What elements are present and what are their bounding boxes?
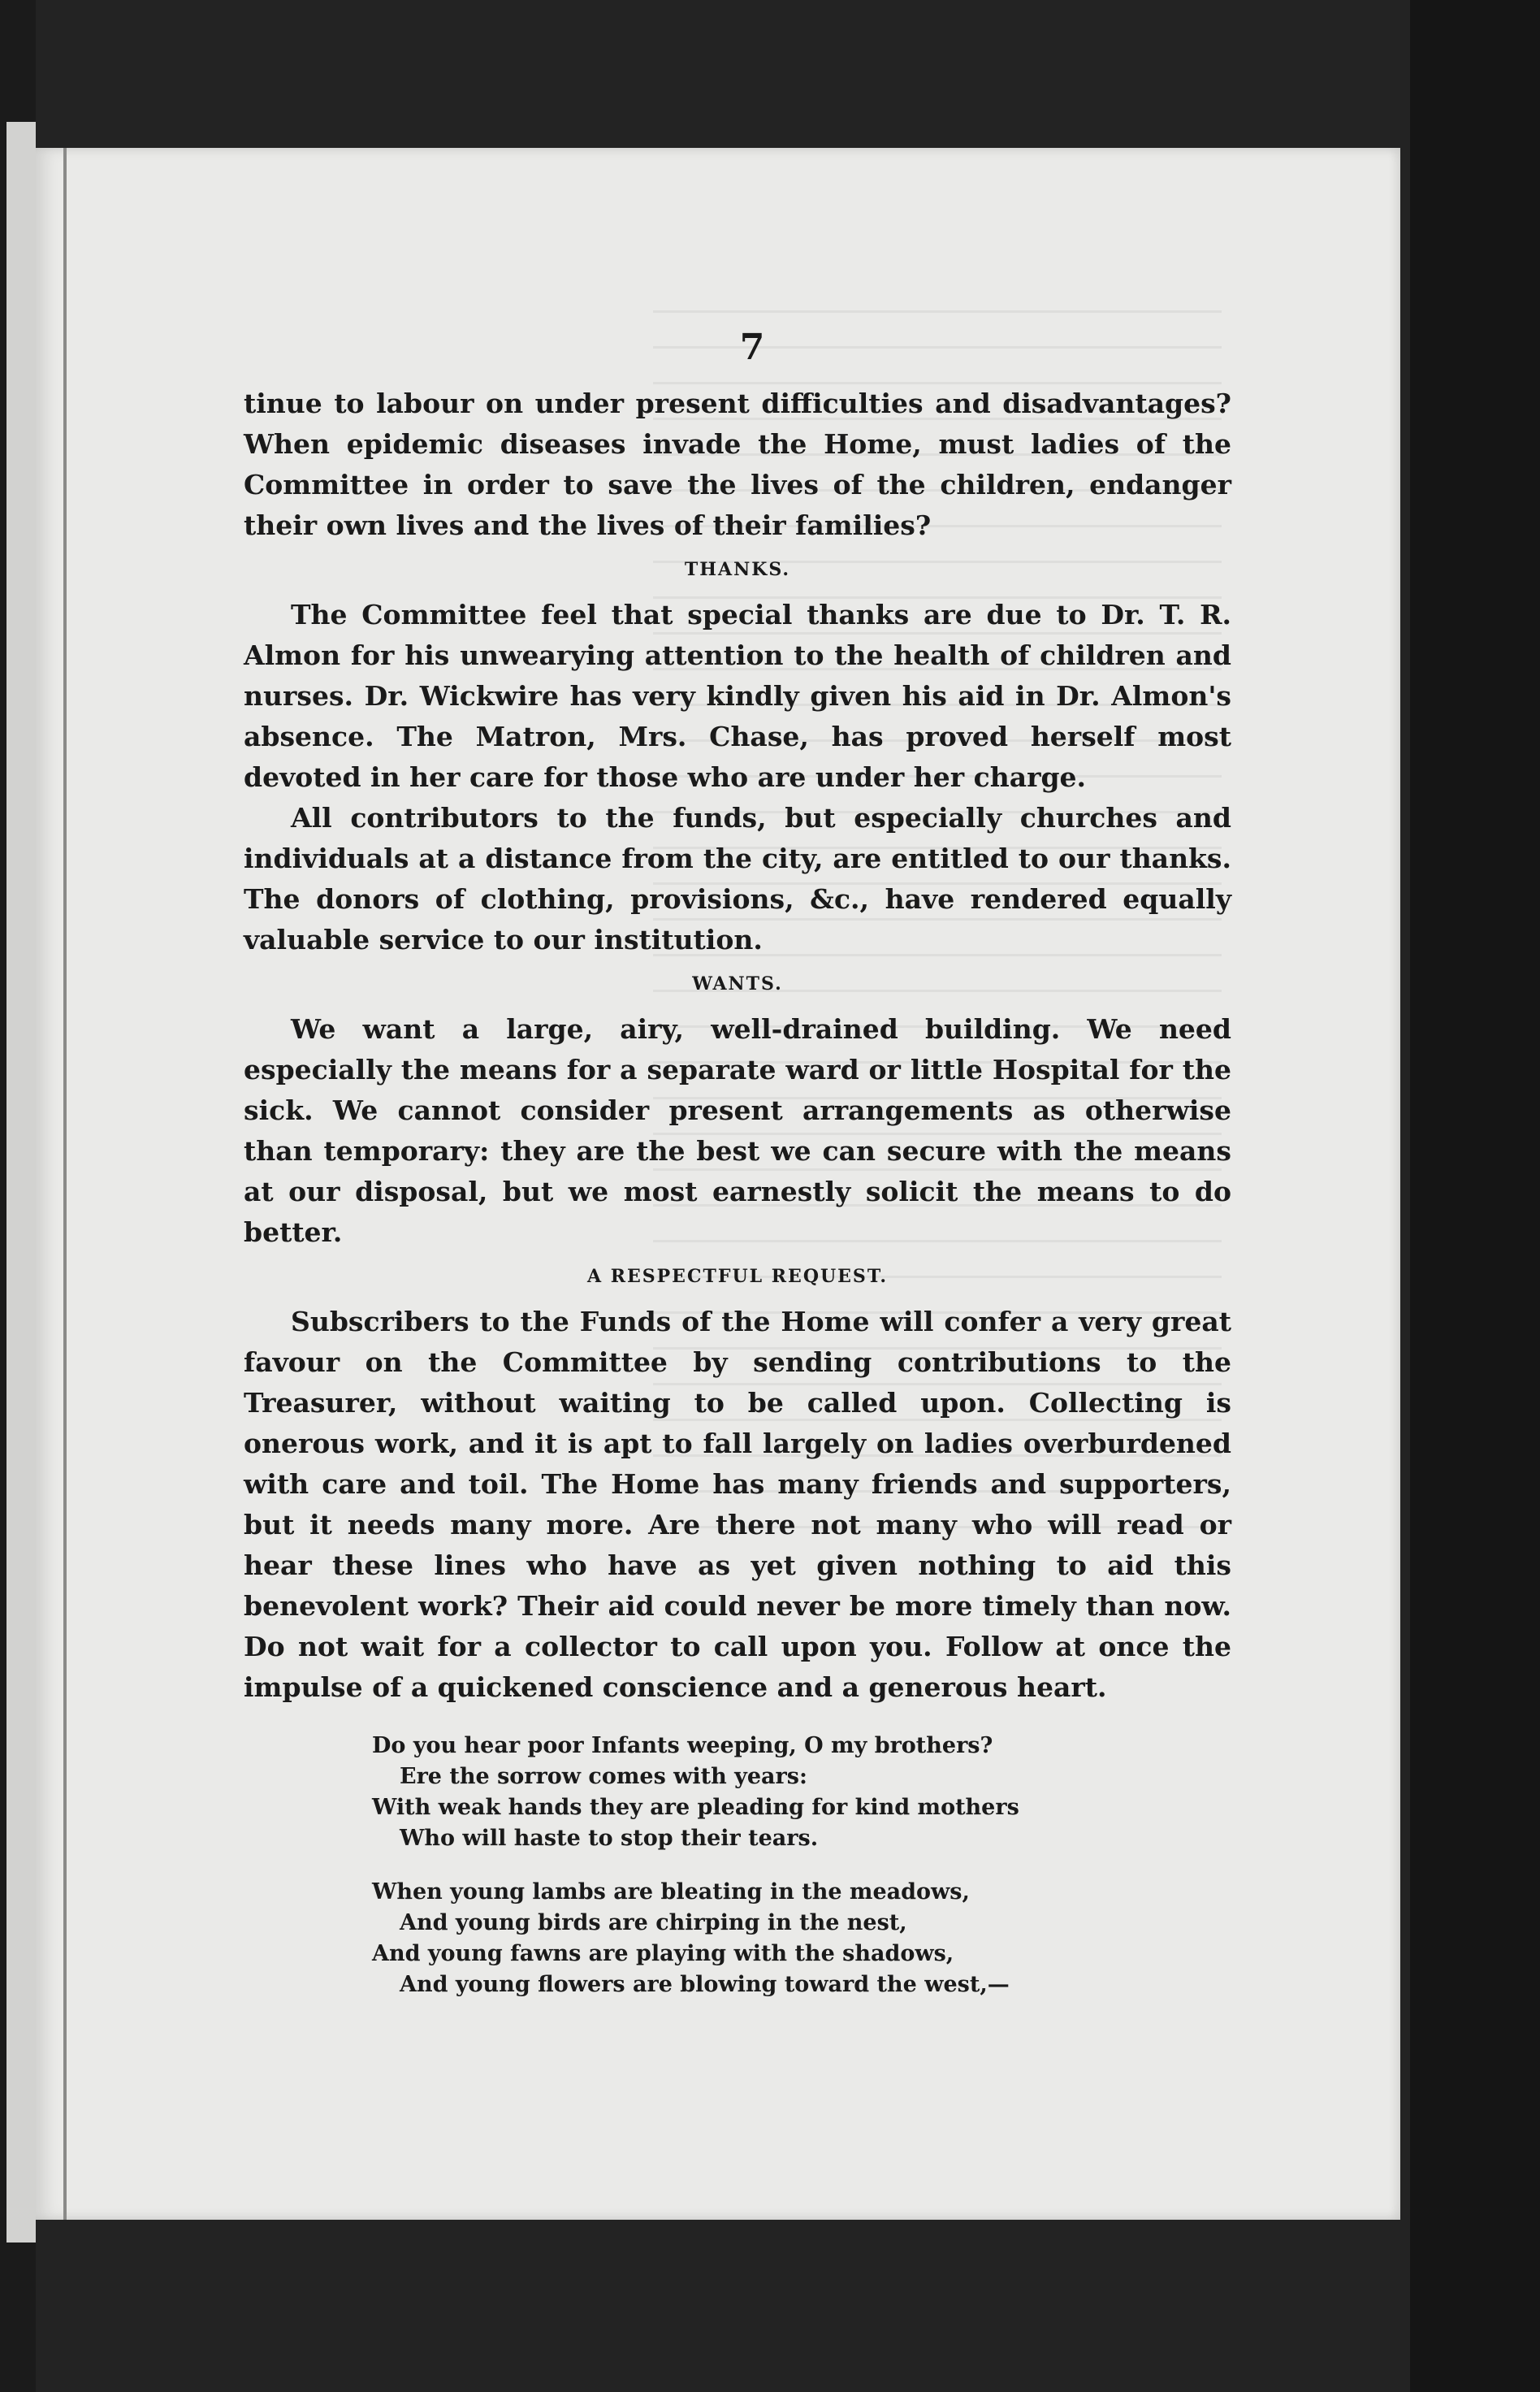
poem (372, 1731, 1231, 2000)
poem-stanza-1 (372, 1731, 1231, 1854)
poem-line: With weak hands they are pleading for kind mothers (372, 1795, 1019, 1820)
text-block (244, 323, 1231, 2023)
poem-line: Ere the sorrow comes with years: (400, 1764, 807, 1789)
film-border-right (1410, 0, 1540, 2392)
section-heading-request: A RESPECTFUL REQUEST. (586, 1266, 889, 1287)
wants-paragraph: We want a large, airy, well-drained building. We need especially the means for a separate ward or little Hospital for the sick. We cannot consider present arrangements as otherwise than temporary: they are the best we can secure with the means at our disposal, but we most earnestly solicit the means to do better. (244, 1013, 1231, 1248)
poem-line: And young flowers are blowing toward the west,— (400, 1972, 1010, 1997)
thanks-paragraph-2: All contributors to the funds, but especially churches and individuals at a distance from the city, are entitled to our thanks. The donors of clothing, provisions, &c., have rendered equally valuable service to our institution. (244, 802, 1231, 956)
page-gutter (63, 148, 67, 2220)
poem-line: When young lambs are bleating in the meadows, (372, 1879, 970, 1904)
document-page (36, 148, 1400, 2220)
page-number: 7 (739, 327, 765, 368)
request-paragraph: Subscribers to the Funds of the Home will confer a very great favour on the Committee by sending contributions to the Treasurer, without waiting to be called upon. Collecting is onerous work, and it is apt to fall largely on ladies overburdened with care and toil. The Home has many friends and supporters, but it needs many more. Are there not many who will read or hear these lines who have as yet given nothing to aid this benevolent work? Their aid could never be more timely than now. Do not wait for a collector to call upon you. Follow at once the impulse of a quickened conscience and a generous heart. (244, 1306, 1231, 1703)
section-heading-wants: WANTS. (692, 973, 783, 994)
poem-line: And young birds are chirping in the nest, (400, 1910, 907, 1935)
poem-line: Do you hear poor Infants weeping, O my brothers? (372, 1733, 993, 1758)
facing-page-edge (6, 122, 36, 2242)
section-heading-thanks: THANKS. (684, 559, 791, 580)
opening-paragraph: tinue to labour on under present difficulties and disadvantages? When epidemic diseases invade the Home, must ladies of the Committee in order to save the lives of the children, endanger their own lives and the lives of their families? (244, 388, 1231, 541)
thanks-paragraph-1: The Committee feel that special thanks are due to Dr. T. R. Almon for his unwearying attention to the health of children and nurses. Dr. Wickwire has very kindly given his aid in Dr. Almon's absence. The Matron, Mrs. Chase, has proved herself most devoted in her care for those who are under her charge. (244, 599, 1231, 793)
poem-stanza-2 (372, 1877, 1231, 2000)
poem-line: Who will haste to stop their tears. (400, 1826, 819, 1851)
poem-line: And young fawns are playing with the shadows, (372, 1941, 954, 1966)
